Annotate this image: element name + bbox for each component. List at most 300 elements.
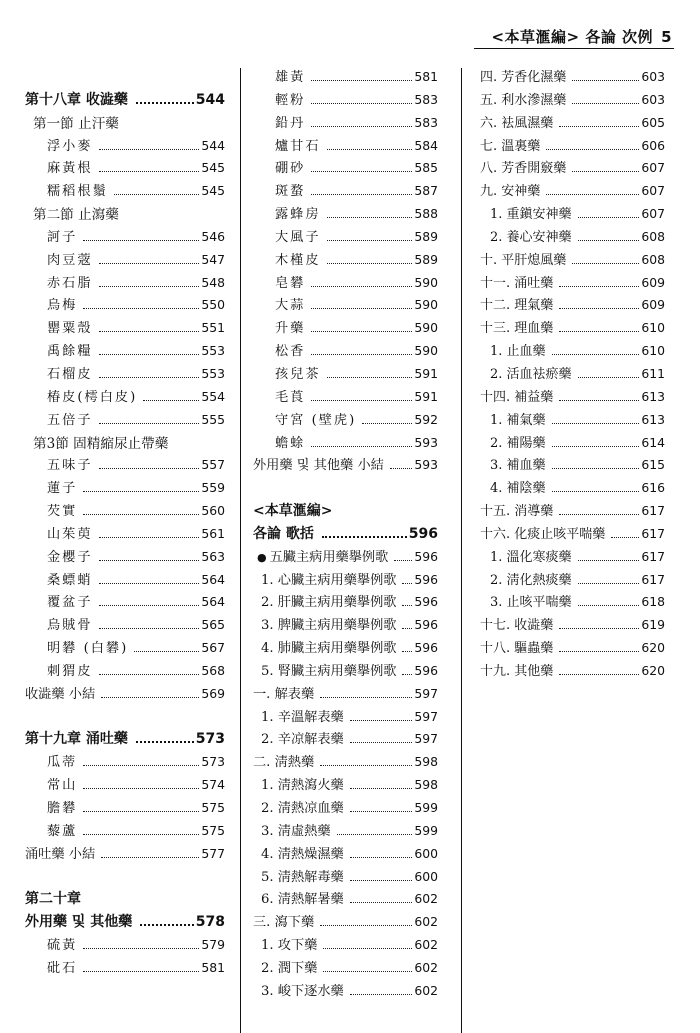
chapter-label: <本草滙編> (253, 503, 333, 520)
dot-leader (350, 720, 413, 721)
entry-page-number: 546 (201, 228, 225, 244)
subcategory-entry[interactable] (253, 866, 438, 889)
subcategory-entry[interactable] (253, 591, 438, 614)
herb-entry[interactable] (25, 272, 225, 295)
herb-entry[interactable] (253, 363, 438, 386)
dot-leader (559, 514, 639, 515)
entry-title: 四. 芳香化濕藥 (480, 70, 567, 85)
dot-leader (552, 491, 640, 492)
dot-leader (402, 628, 412, 629)
entry-title: 硫黃 (47, 938, 78, 954)
entry-title: 十三. 理血藥 (480, 321, 554, 337)
dot-leader (136, 102, 194, 104)
entry-page-number: 574 (201, 777, 225, 793)
dot-leader (99, 423, 200, 424)
dot-leader (350, 811, 413, 812)
entry-title: 九. 安神藥 (480, 184, 541, 200)
entry-title: 十二. 理氣藥 (480, 298, 554, 314)
entry-title: 常山 (47, 778, 78, 794)
herb-entry[interactable] (25, 934, 225, 957)
herb-entry[interactable] (25, 523, 225, 546)
entry-page-number: 617 (641, 548, 665, 564)
entry-page-number: 597 (414, 731, 438, 747)
entry-title: 5. 腎臟主病用藥擧例歌 (261, 663, 397, 679)
dot-leader (327, 377, 413, 378)
entry-page-number: 610 (641, 320, 665, 336)
herb-entry[interactable] (25, 249, 225, 272)
toc-column-3 (480, 66, 665, 683)
dot-leader (578, 217, 640, 218)
category-entry[interactable] (480, 272, 665, 295)
herb-entry[interactable] (25, 135, 225, 158)
herb-entry[interactable] (253, 294, 438, 317)
entry-page-number: 597 (414, 685, 438, 701)
category-entry[interactable] (480, 317, 665, 340)
subcategory-entry[interactable] (253, 569, 438, 592)
herb-entry[interactable] (253, 317, 438, 340)
dot-leader (83, 948, 199, 949)
subcategory-entry[interactable] (480, 363, 665, 386)
dot-leader (83, 765, 199, 766)
entry-title: 鉛丹 (275, 115, 306, 131)
category-entry[interactable] (253, 683, 438, 706)
herb-entry[interactable] (253, 66, 438, 89)
subcategory-entry[interactable] (480, 409, 665, 432)
entry-page-number: 602 (414, 982, 438, 998)
entry-page-number: 567 (201, 640, 225, 656)
entry-title: 桑螵蛸 (47, 572, 93, 588)
dot-leader (83, 308, 199, 309)
entry-page-number: 607 (641, 206, 665, 222)
herb-entry[interactable] (25, 591, 225, 614)
herb-entry[interactable] (25, 317, 225, 340)
subcategory-entry[interactable] (253, 774, 438, 797)
entry-page-number: 596 (414, 548, 438, 564)
entry-title: 硼砂 (275, 161, 306, 177)
dot-leader (552, 423, 640, 424)
entry-page-number: 616 (641, 480, 665, 496)
dot-leader (546, 149, 639, 150)
entry-page-number: 602 (414, 914, 438, 930)
category-entry[interactable] (480, 89, 665, 112)
chapter-heading[interactable] (253, 523, 438, 546)
section-heading: 第一節 止汗藥 (33, 115, 119, 132)
subcategory-entry[interactable] (480, 546, 665, 569)
dot-leader (578, 240, 640, 241)
dot-leader (311, 354, 412, 355)
entry-title: 六. 袪風濕藥 (480, 115, 554, 131)
entry-title: 守宮 (壁虎) (275, 412, 357, 428)
herb-entry[interactable] (253, 180, 438, 203)
herb-entry[interactable] (25, 637, 225, 660)
subcategory-entry[interactable] (253, 934, 438, 957)
category-entry[interactable] (253, 751, 438, 774)
entry-title: 3. 脾臟主病用藥擧例歌 (261, 618, 397, 634)
category-entry[interactable] (480, 386, 665, 409)
category-entry[interactable] (480, 294, 665, 317)
entry-title: 大蒜 (275, 298, 306, 314)
dot-leader (99, 354, 200, 355)
entry-page-number: 583 (414, 91, 438, 107)
entry-title: 石榴皮 (47, 366, 93, 382)
herb-entry[interactable] (25, 569, 225, 592)
chapter-heading[interactable] (25, 89, 225, 112)
entry-title: 大風子 (275, 229, 321, 245)
entry-page-number: 565 (201, 617, 225, 633)
dot-leader (83, 788, 199, 789)
category-entry[interactable] (480, 614, 665, 637)
entry-page-number: 597 (414, 708, 438, 724)
entry-page-number: 548 (201, 274, 225, 290)
bullet-entry[interactable] (253, 546, 438, 569)
entry-page-number: 610 (641, 343, 665, 359)
herb-entry[interactable] (25, 340, 225, 363)
herb-entry[interactable] (25, 660, 225, 683)
dot-leader (402, 651, 412, 652)
entry-page-number: 575 (201, 822, 225, 838)
entry-title: 外用藥 및 其他藥 小結 (253, 458, 384, 474)
entry-page-number: 600 (414, 868, 438, 884)
entry-title: 膽礬 (47, 801, 78, 816)
chapter-heading[interactable] (25, 911, 225, 934)
dot-leader (99, 560, 200, 561)
dot-leader (99, 377, 200, 378)
entry-title: 毛莨 (275, 389, 306, 405)
dot-leader (559, 674, 639, 675)
herb-entry[interactable] (253, 203, 438, 226)
entry-title: 2. 養心安神藥 (490, 229, 572, 245)
entry-title: 第十八章 收澁藥 (25, 91, 128, 108)
entry-title: 孩兒茶 (275, 366, 321, 382)
entry-page-number: 590 (414, 343, 438, 359)
running-header-title: <本草滙編> 各論 次例 (491, 28, 654, 46)
entry-page-number: 613 (641, 411, 665, 427)
herb-entry[interactable] (253, 409, 438, 432)
dot-leader (99, 674, 200, 675)
entry-page-number: 614 (641, 434, 665, 450)
entry-page-number: 547 (201, 251, 225, 267)
entry-title: 二. 淸熱藥 (253, 755, 315, 771)
dot-leader (99, 537, 200, 538)
dot-leader (578, 560, 640, 561)
entry-page-number: 554 (201, 388, 225, 404)
category-entry[interactable] (480, 112, 665, 135)
dot-leader (394, 560, 412, 561)
entry-title: 十七. 收澁藥 (480, 618, 554, 634)
entry-page-number: 591 (414, 388, 438, 404)
subcategory-entry[interactable] (253, 843, 438, 866)
dot-leader (99, 171, 200, 172)
herb-entry[interactable] (25, 363, 225, 386)
dot-leader (143, 400, 199, 401)
entry-page-number: 573 (201, 754, 225, 770)
entry-page-number: 553 (201, 365, 225, 381)
dot-leader (99, 263, 200, 264)
entry-title: 十. 平肝熄風藥 (480, 252, 567, 268)
category-entry[interactable] (480, 157, 665, 180)
herb-entry[interactable] (253, 340, 438, 363)
entry-title: 山茱萸 (47, 526, 93, 542)
entry-page-number: 585 (414, 160, 438, 176)
subcategory-entry[interactable] (253, 797, 438, 820)
entry-page-number: 590 (414, 297, 438, 313)
entry-title: 2. 肝臟主病用藥擧例歌 (261, 595, 397, 611)
entry-page-number: 545 (201, 183, 225, 199)
entry-title: 訶子 (47, 229, 78, 245)
subcategory-entry[interactable] (253, 637, 438, 660)
subcategory-entry[interactable] (480, 454, 665, 477)
spacer (25, 706, 225, 729)
entry-title: 3. 峻下逐水藥 (261, 983, 344, 999)
herb-entry[interactable] (25, 409, 225, 432)
entry-title: 罌粟殼 (47, 321, 93, 337)
subcategory-entry[interactable] (480, 591, 665, 614)
entry-title: 1. 攻下藥 (261, 938, 318, 954)
herb-entry[interactable] (25, 820, 225, 843)
entry-title: 升藥 (275, 321, 306, 337)
entry-title: 2. 潤下藥 (261, 960, 318, 976)
entry-title: 十四. 補益藥 (480, 389, 554, 405)
dot-leader (559, 286, 639, 287)
entry-title: 浮小麥 (47, 138, 93, 154)
entry-title: 皂礬 (275, 275, 306, 291)
category-entry[interactable] (480, 523, 665, 546)
entry-title: 三. 瀉下藥 (253, 915, 315, 931)
subcategory-entry[interactable] (480, 569, 665, 592)
entry-page-number: 557 (201, 457, 225, 473)
entry-title: 十九. 其他藥 (480, 663, 554, 679)
entry-page-number: 608 (641, 251, 665, 267)
entry-page-number: 583 (414, 114, 438, 130)
herb-entry[interactable] (25, 957, 225, 980)
herb-entry[interactable] (25, 477, 225, 500)
entry-page-number: 553 (201, 343, 225, 359)
category-entry[interactable] (480, 637, 665, 660)
dot-leader (337, 834, 413, 835)
dot-leader (83, 971, 199, 972)
entry-page-number: 545 (201, 160, 225, 176)
herb-entry[interactable] (253, 112, 438, 135)
section-heading: 第二節 止瀉藥 (33, 207, 119, 224)
entry-page-number: 603 (641, 69, 665, 84)
dot-leader (311, 446, 412, 447)
entry-title: 1. 溫化寒痰藥 (490, 549, 572, 565)
dot-leader (99, 583, 200, 584)
entry-title: 蟾蜍 (275, 435, 306, 451)
entry-title: 金櫻子 (47, 549, 93, 565)
entry-title: 5. 淸熱解毒藥 (261, 869, 344, 885)
category-entry[interactable] (480, 135, 665, 158)
dot-leader (578, 583, 640, 584)
chapter-heading[interactable] (25, 728, 225, 751)
entry-page-number: 598 (414, 777, 438, 793)
dot-leader (322, 536, 407, 538)
category-entry[interactable] (480, 500, 665, 523)
subcategory-entry[interactable] (253, 660, 438, 683)
entry-page-number: 575 (201, 800, 225, 815)
dot-leader (402, 605, 412, 606)
entry-title: 烏梅 (47, 298, 78, 314)
entry-title: 烏賊骨 (47, 618, 93, 634)
chapter-label: 第二十章 (25, 891, 81, 908)
entry-title: 木槿皮 (275, 252, 321, 268)
entry-page-number: 550 (201, 297, 225, 313)
entry-page-number: 584 (414, 137, 438, 153)
dot-leader (323, 948, 412, 949)
herb-entry[interactable] (253, 386, 438, 409)
subcategory-entry[interactable] (253, 614, 438, 637)
entry-title: 1. 心臟主病用藥擧例歌 (261, 572, 397, 588)
category-entry[interactable] (480, 66, 665, 89)
subcategory-entry[interactable] (253, 728, 438, 751)
entry-page-number: 596 (414, 640, 438, 656)
header-rule (474, 48, 674, 49)
dot-leader (83, 240, 199, 241)
dot-leader (99, 628, 200, 629)
subcategory-entry[interactable] (480, 203, 665, 226)
category-entry[interactable] (480, 660, 665, 683)
entry-page-number: 609 (641, 297, 665, 313)
category-entry[interactable] (25, 843, 225, 866)
entry-page-number: 596 (414, 662, 438, 678)
dot-leader (320, 765, 412, 766)
category-entry[interactable] (480, 249, 665, 272)
herb-entry[interactable] (25, 614, 225, 637)
subcategory-entry[interactable] (480, 340, 665, 363)
dot-leader (99, 331, 200, 332)
dot-leader (311, 331, 412, 332)
herb-entry[interactable] (25, 500, 225, 523)
subcategory-entry[interactable] (253, 957, 438, 980)
entry-title: 4. 淸熱燥濕藥 (261, 846, 344, 862)
entry-title: 1. 辛溫解表藥 (261, 709, 344, 725)
entry-title: 輕粉 (275, 92, 306, 108)
category-entry[interactable] (480, 180, 665, 203)
spacer (25, 866, 225, 889)
entry-page-number: 551 (201, 320, 225, 336)
dot-leader (559, 308, 639, 309)
entry-page-number: 564 (201, 594, 225, 610)
entry-page-number: 596 (408, 525, 438, 542)
entry-title: 五倍子 (47, 412, 93, 428)
dot-leader (101, 857, 199, 858)
dot-leader (99, 286, 200, 287)
dot-leader (552, 446, 640, 447)
entry-title: 露蜂房 (275, 207, 321, 223)
subcategory-entry[interactable] (253, 706, 438, 729)
entry-title: 6. 淸熱解暑藥 (261, 892, 344, 908)
herb-entry[interactable] (253, 135, 438, 158)
dot-leader (140, 924, 193, 926)
entry-title: 雄黃 (275, 70, 306, 85)
entry-title: 斑蝥 (275, 184, 306, 200)
entry-page-number: 609 (641, 274, 665, 290)
herb-entry[interactable] (253, 157, 438, 180)
entry-page-number: 620 (641, 640, 665, 656)
dot-leader (83, 491, 199, 492)
entry-page-number: 544 (195, 91, 225, 108)
herb-entry[interactable] (25, 180, 225, 203)
dot-leader (559, 126, 639, 127)
entry-page-number: 603 (641, 91, 665, 107)
herb-entry[interactable] (25, 797, 225, 820)
herb-entry[interactable] (25, 386, 225, 409)
dot-leader (99, 468, 200, 469)
herb-entry[interactable] (25, 751, 225, 774)
entry-page-number: 593 (414, 457, 438, 473)
herb-entry[interactable] (25, 774, 225, 797)
herb-entry[interactable] (253, 432, 438, 455)
subcategory-entry[interactable] (480, 477, 665, 500)
category-entry[interactable] (253, 911, 438, 934)
entry-title: 糯稻根鬚 (47, 184, 108, 200)
entry-title: 3. 補血藥 (490, 458, 546, 474)
subcategory-entry[interactable] (253, 980, 438, 1003)
dot-leader (559, 331, 639, 332)
dot-leader (311, 103, 412, 104)
dot-leader (559, 651, 639, 652)
page-number: 5 (661, 28, 672, 46)
entry-title: 1. 重鎭安神藥 (490, 207, 572, 223)
entry-page-number: 617 (641, 503, 665, 519)
herb-entry[interactable] (25, 157, 225, 180)
entry-title: 肉豆蔲 (47, 252, 93, 268)
subcategory-entry[interactable] (253, 820, 438, 843)
herb-entry[interactable] (253, 272, 438, 295)
dot-leader (362, 423, 412, 424)
entry-page-number: 587 (414, 183, 438, 199)
entry-title: 七. 溫裏藥 (480, 138, 541, 154)
herb-entry[interactable] (25, 454, 225, 477)
subcategory-entry[interactable] (253, 888, 438, 911)
entry-title: 外用藥 및 其他藥 (25, 914, 133, 931)
category-entry[interactable] (25, 683, 225, 706)
dot-leader (99, 149, 200, 150)
entry-page-number: 620 (641, 662, 665, 678)
section-heading: 第3節 固精縮尿止帶藥 (33, 435, 169, 452)
subcategory-entry[interactable] (480, 226, 665, 249)
herb-entry[interactable] (25, 294, 225, 317)
entry-title: 第十九章 涌吐藥 (25, 731, 128, 748)
dot-leader (559, 400, 639, 401)
entry-page-number: 578 (195, 914, 225, 931)
herb-entry[interactable] (253, 249, 438, 272)
entry-page-number: 602 (414, 937, 438, 953)
herb-entry[interactable] (253, 226, 438, 249)
dot-leader (578, 605, 640, 606)
dot-leader (311, 286, 412, 287)
entry-title: 赤石脂 (47, 275, 93, 291)
entry-title: 五味子 (47, 458, 93, 474)
subcategory-entry[interactable] (480, 432, 665, 455)
herb-entry[interactable] (25, 546, 225, 569)
entry-title: 2. 淸熱凉血藥 (261, 801, 344, 816)
dot-leader (83, 834, 199, 835)
entry-page-number: 618 (641, 594, 665, 610)
spacer (25, 66, 225, 89)
dot-leader (572, 263, 639, 264)
category-entry[interactable] (253, 454, 438, 477)
dot-leader (311, 126, 412, 127)
dot-leader (611, 537, 639, 538)
herb-entry[interactable] (253, 89, 438, 112)
entry-title: 十八. 驅蟲藥 (480, 641, 554, 657)
entry-title: 禹餘糧 (47, 344, 93, 360)
herb-entry[interactable] (25, 226, 225, 249)
entry-page-number: 596 (414, 594, 438, 610)
entry-page-number: 599 (414, 800, 438, 815)
entry-title: 蓮子 (47, 481, 78, 497)
